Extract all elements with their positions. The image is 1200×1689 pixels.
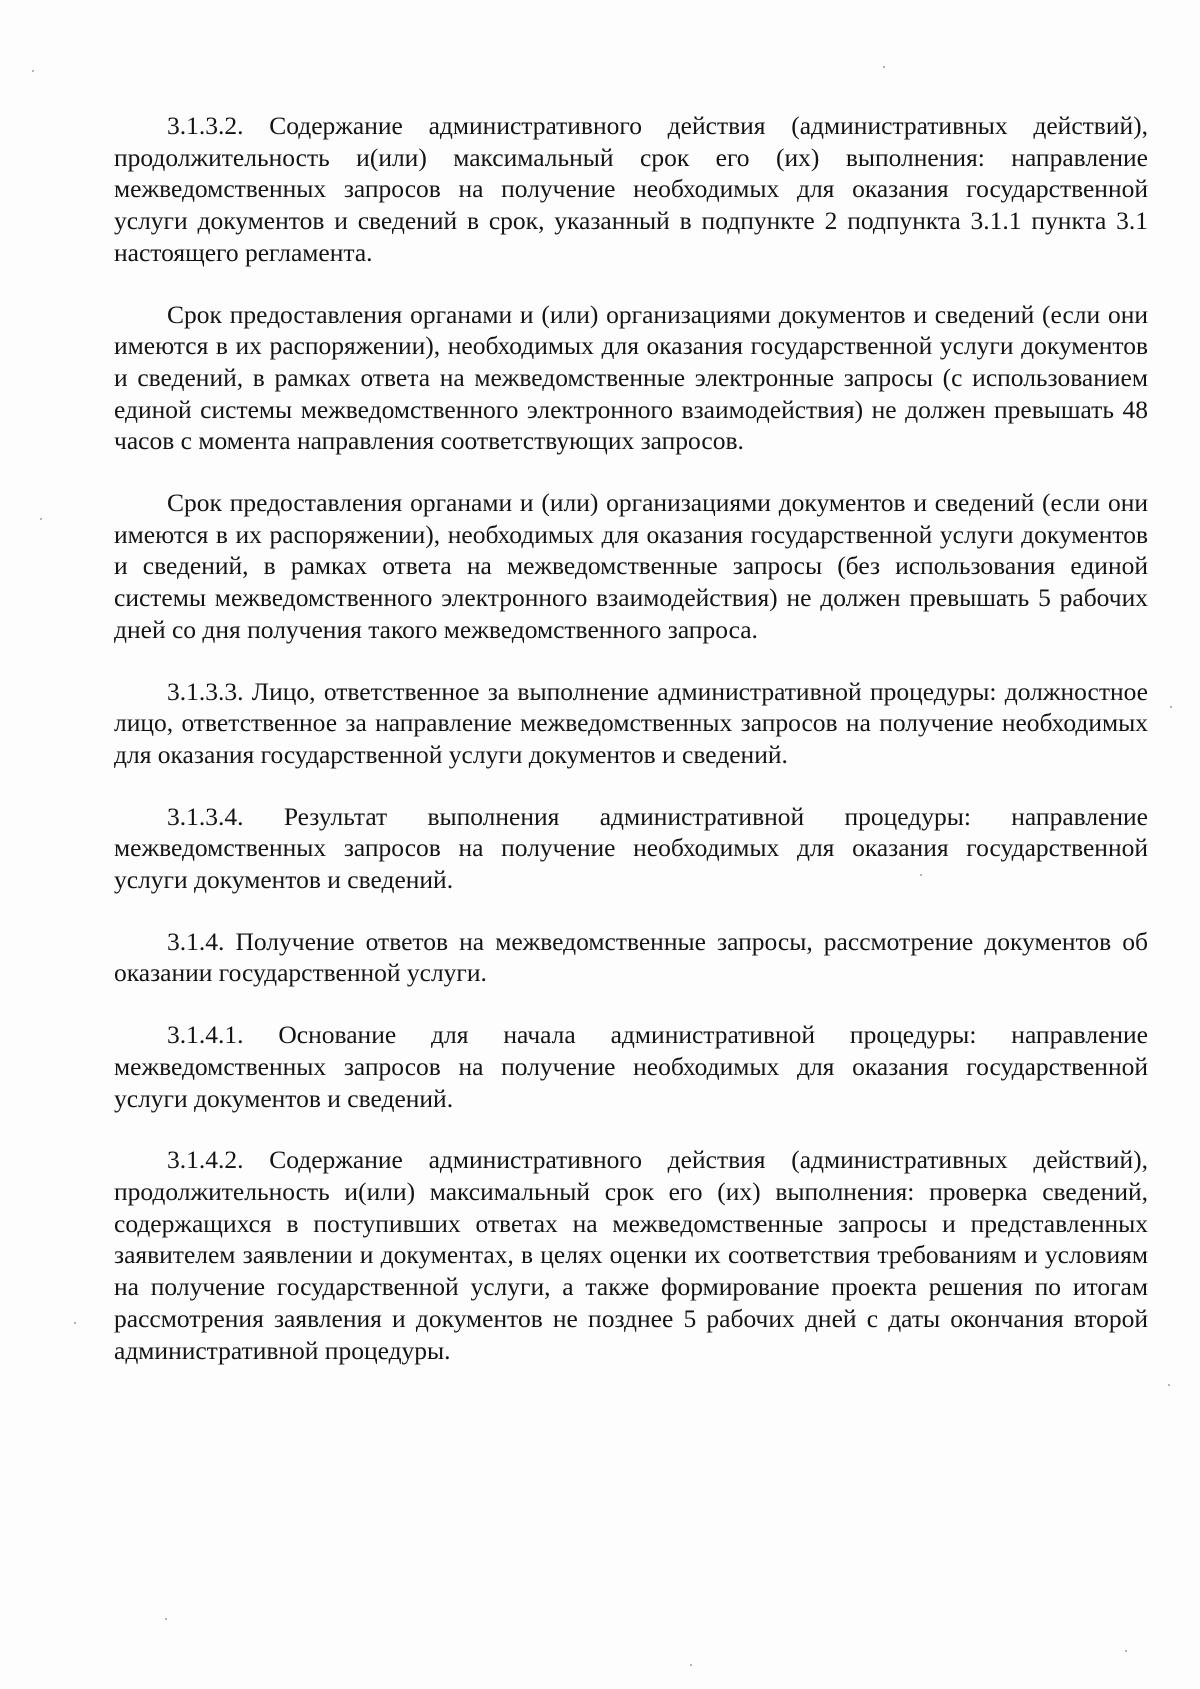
paragraph-3-1-3-4: 3.1.3.4. Результат выполнения административной процедуры: направление межведомственных запросов на получение необходимых для оказания государственной услуги документов и сведений. bbox=[114, 801, 1148, 895]
scan-speck bbox=[1170, 706, 1172, 708]
scan-speck bbox=[165, 1618, 167, 1620]
scan-speck bbox=[1168, 1384, 1170, 1386]
scan-speck bbox=[32, 70, 34, 72]
paragraph-3-1-3-3: 3.1.3.3. Лицо, ответственное за выполнение административной процедуры: должностное лицо, ответственное за направление межведомственных запросов на получение необходимых для оказания государственной услуги документов и сведений. bbox=[114, 676, 1148, 769]
scan-speck bbox=[40, 518, 42, 520]
scan-speck bbox=[74, 1322, 76, 1324]
paragraph-electronic-request-deadline: Срок предоставления органами и (или) организациями документов и сведений (если они имеются в их распоряжении), необходимых для оказания государственной услуги документов и сведений, в рамках ответа на межведомственные электронные запросы (с использованием единой системы межведомственного электронного взаимодействия) не должен превышать 48 часов с момента направления соответствующих запросов. bbox=[114, 299, 1148, 456]
paragraph-3-1-4-1: 3.1.4.1. Основание для начала административной процедуры: направление межведомственных запросов на получение необходимых для оказания государственной услуги документов и сведений. bbox=[114, 1020, 1148, 1113]
paragraph-non-electronic-request-deadline: Срок предоставления органами и (или) организациями документов и сведений (если они имеются в их распоряжении), необходимых для оказания государственной услуги документов и сведений, в рамках ответа на межведомственные запросы (без использования единой системы межведомственного электронного взаимодействия) не должен превышать 5 рабочих дней со дня получения такого межведомственного запроса. bbox=[114, 488, 1148, 644]
scan-speck bbox=[690, 1664, 692, 1666]
document-body bbox=[114, 110, 1148, 1366]
scan-speck bbox=[1125, 1650, 1127, 1652]
scan-speck bbox=[920, 874, 922, 876]
scan-speck bbox=[883, 66, 885, 68]
paragraph-3-1-4-2: 3.1.4.2. Содержание административного действия (административных действий), продолжительность и(или) максимальный срок его (их) выполнения: проверка сведений, содержащихся в поступивших ответах на межведомственные запросы и представленных заявителем заявлении и документах, в целях оценки их соответствия требованиям и условиям на получение государственной услуги, а также формирование проекта решения по итогам рассмотрения заявления и документов не позднее 5 рабочих дней с даты окончания второй административной процедуры. bbox=[114, 1145, 1148, 1365]
paragraph-3-1-4: 3.1.4. Получение ответов на межведомственные запросы, рассмотрение документов об оказании государственной услуги. bbox=[114, 926, 1148, 988]
paragraph-3-1-3-2: 3.1.3.2. Содержание административного действия (административных действий), продолжительность и(или) максимальный срок его (их) выполнения: направление межведомственных запросов на получение необходимых для оказания государственной услуги документов и сведений в срок, указанный в подпункте 2 подпункта 3.1.1 пункта 3.1 настоящего регламента. bbox=[114, 111, 1148, 267]
